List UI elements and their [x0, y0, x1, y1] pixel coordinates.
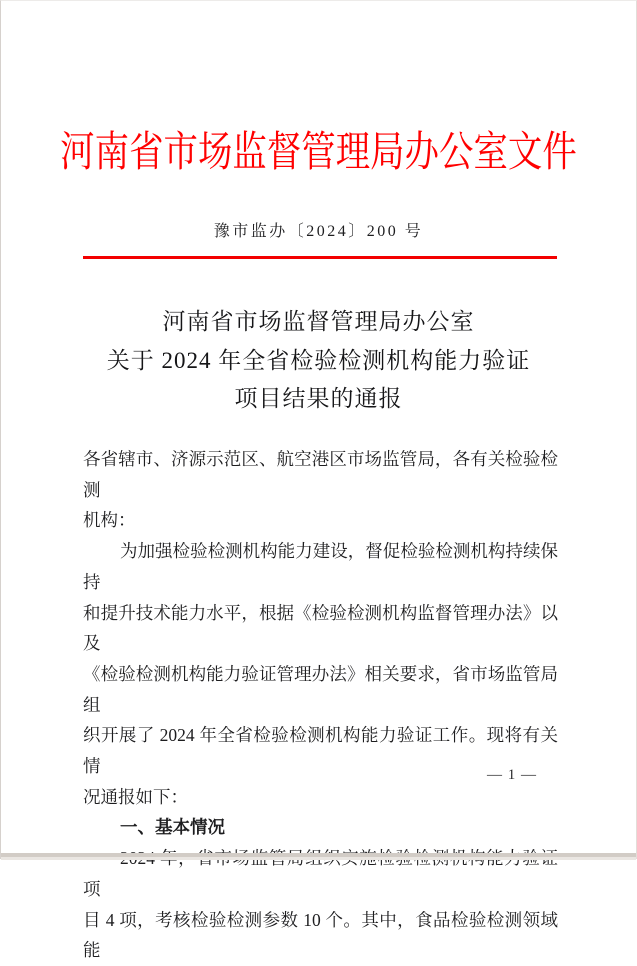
body-line-paragraph: 和提升技术能力水平，根据《检验检测机构监督管理办法》以及 — [83, 602, 558, 654]
page-number: — 1 — — [487, 767, 537, 783]
body-line-paragraph: 为加强检验检测机构能力建设，督促检验检测机构持续保持 — [83, 541, 558, 592]
document-title-line-3: 项目结果的通报 — [234, 386, 403, 411]
document-header-banner: 河南省市场监督管理局办公室文件 — [60, 130, 577, 176]
body-line-salutation-continued: 机构： — [83, 510, 136, 531]
body-line-paragraph: 项 — [83, 878, 101, 899]
document-body — [83, 444, 558, 966]
red-divider-line — [83, 256, 557, 259]
body-line-paragraph-end: 况通报如下： — [83, 786, 188, 807]
page-bottom-edge-shadow — [1, 857, 636, 860]
document-title — [1, 303, 636, 419]
document-number: 豫市监办〔2024〕200 号 — [213, 223, 424, 240]
document-title-line-1: 河南省市场监督管理局办公室 — [162, 309, 475, 334]
body-line-salutation: 各省辖市、济源示范区、航空港区市场监管局，各有关检验检测 — [83, 449, 558, 500]
body-line-paragraph: 织开展了 2024 年全省检验检测机构能力验证工作。现将有关情 — [83, 725, 558, 777]
body-line-paragraph: 《检验检测机构能力验证管理办法》相关要求，省市场监管局组 — [83, 663, 558, 715]
body-line-paragraph: 目 4 项，考核检验检测参数 10 个。其中，食品检验检测领域能 — [83, 909, 558, 961]
document-title-line-2: 关于 2024 年全省检验检测机构能力验证 — [106, 347, 531, 373]
section-heading-basic-situation: 一、基本情况 — [120, 817, 225, 838]
